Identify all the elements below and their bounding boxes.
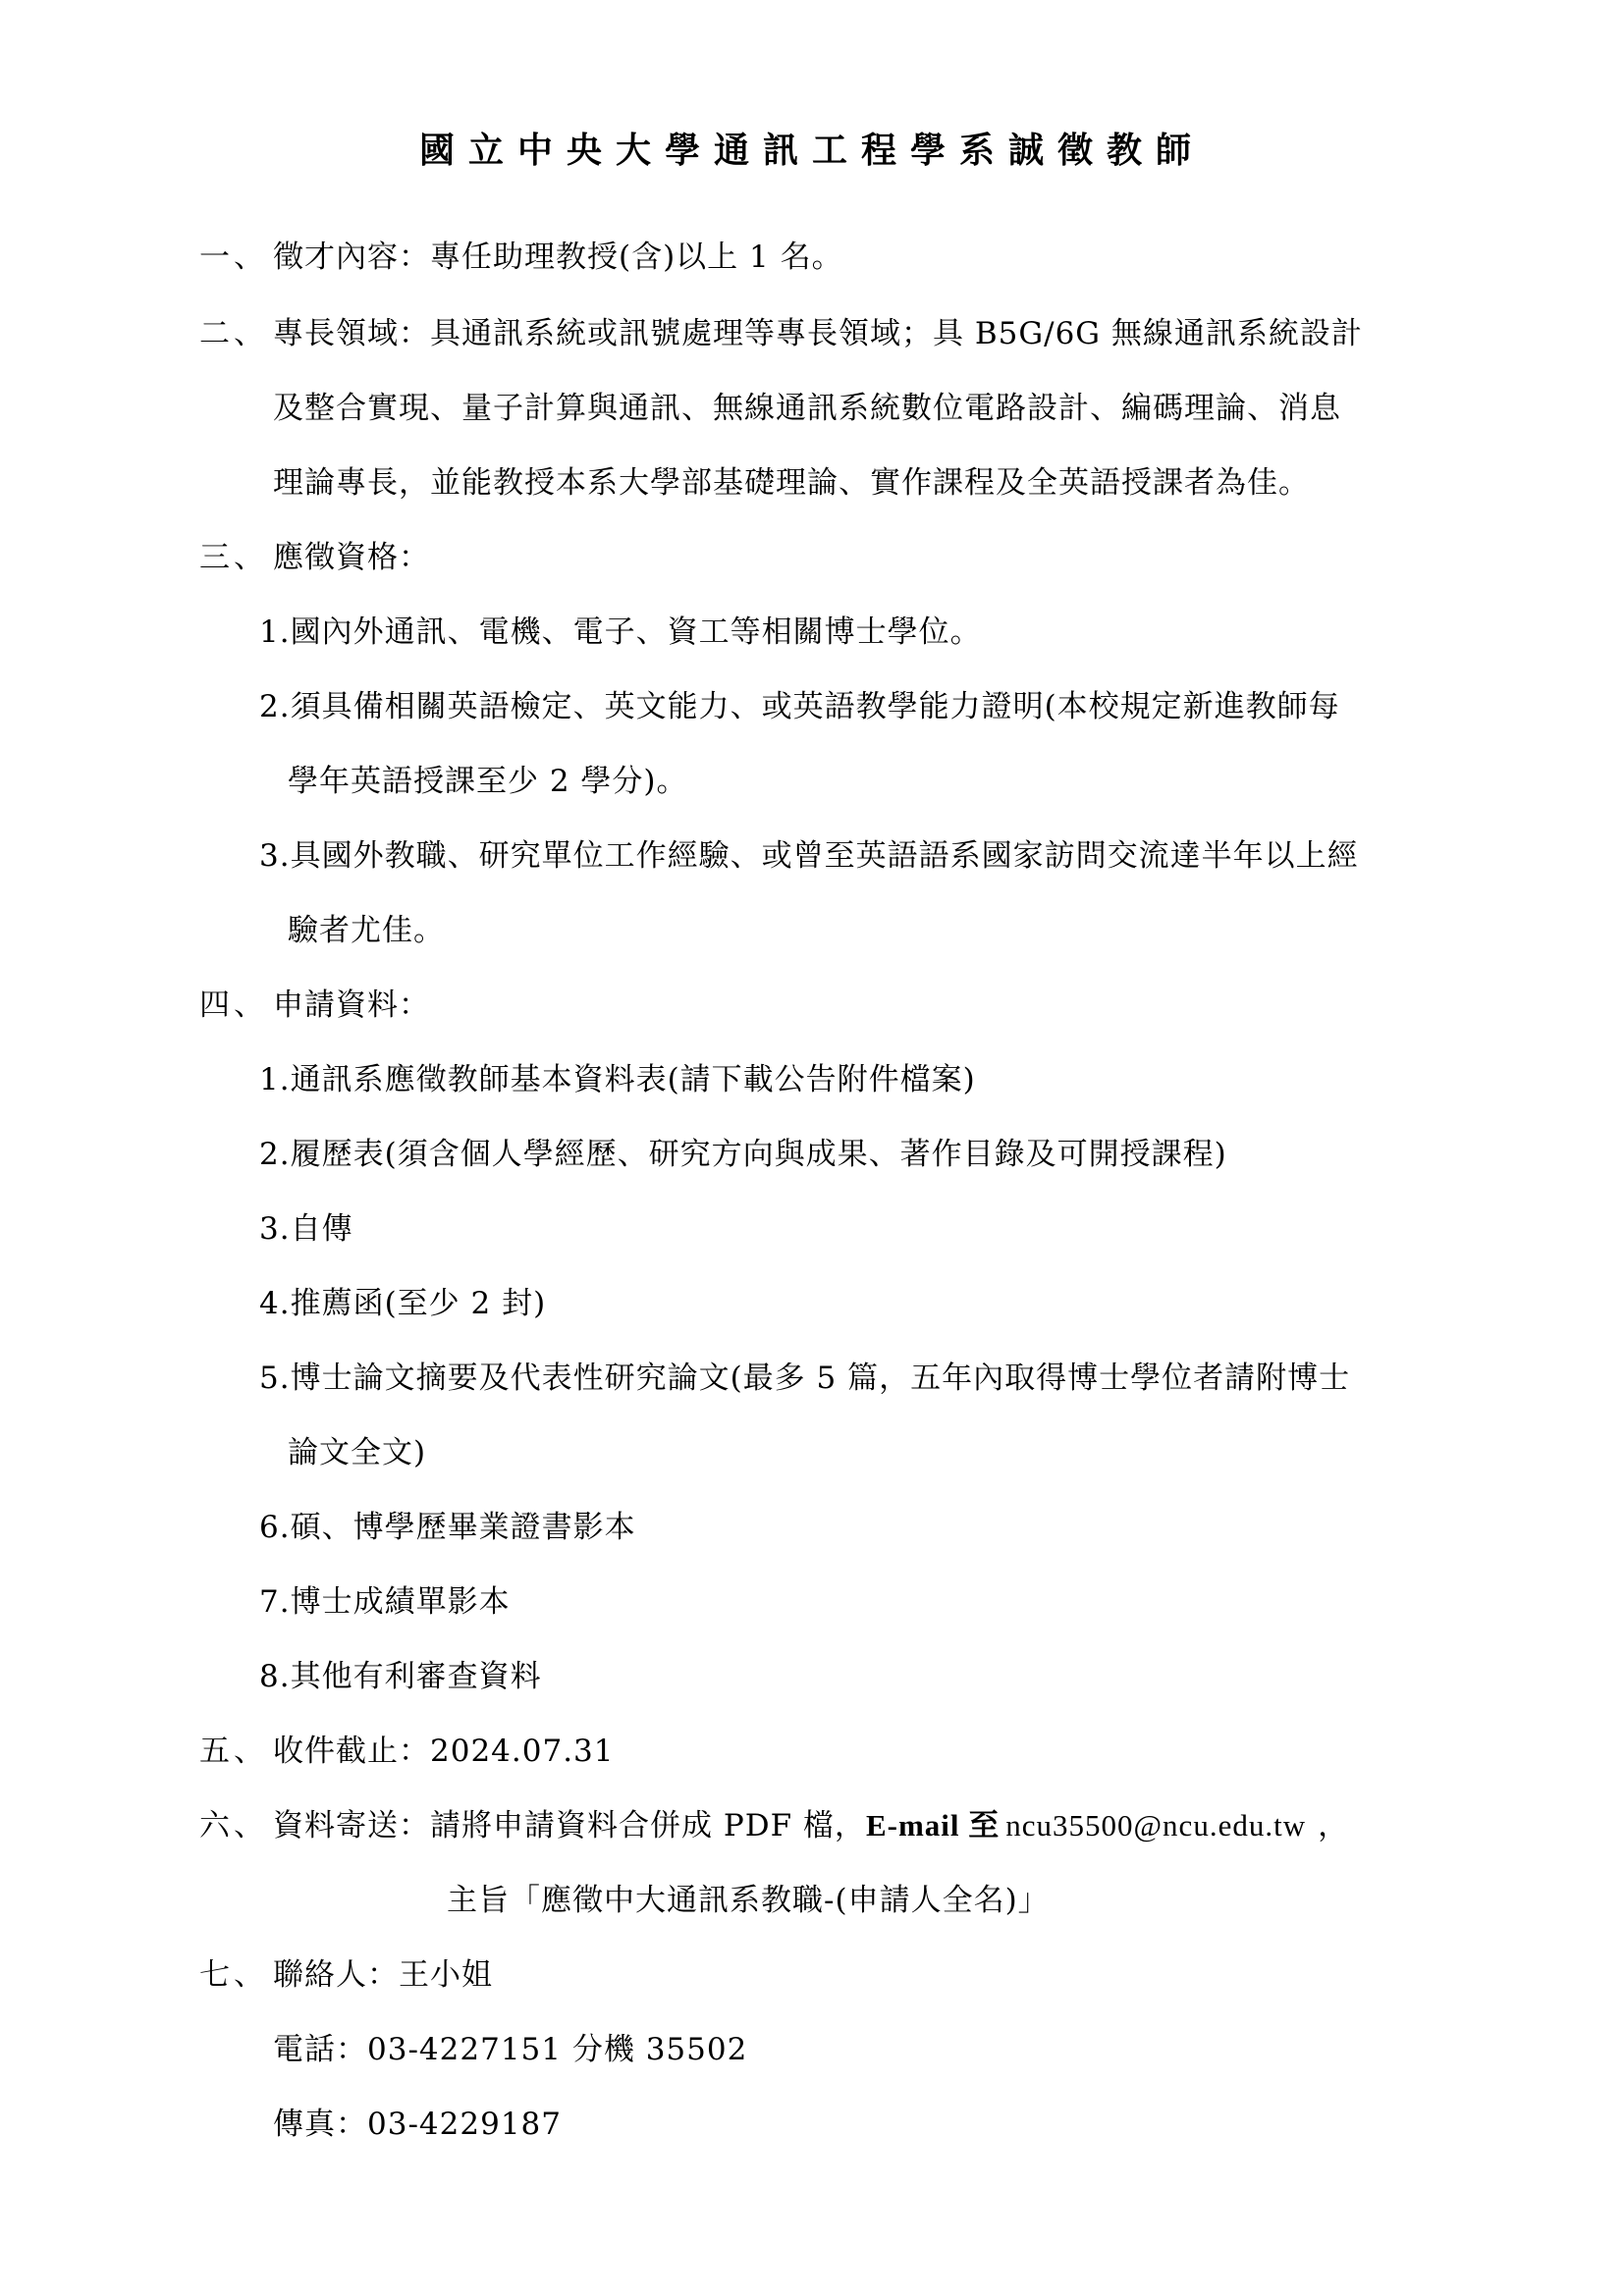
section-1-recruitment: [199, 236, 843, 279]
material-item-5-continuation: 論文全文): [288, 1435, 427, 1470]
section-4-application-materials: [199, 984, 430, 1027]
section-6-submission: [199, 1804, 1349, 1847]
material-item-3: 3.自傳: [259, 1211, 353, 1247]
material-item-2: 2.履歷表(須含個人學經歷、研究方向與成果、著作目錄及可開授課程): [259, 1137, 1227, 1172]
page-title: 國立中央大學通訊工程學系誠徵教師: [418, 131, 1205, 171]
material-item-1: 1.通訊系應徵教師基本資料表(請下載公告附件檔案): [259, 1062, 976, 1097]
section-2-continuation: 理論專長，並能教授本系大學部基礎理論、實作課程及全英語授課者為佳。: [273, 465, 1310, 501]
email-label: E-mail 至: [865, 1808, 1001, 1842]
material-item-6: 6.碩、博學歷畢業證書影本: [259, 1510, 636, 1545]
section-5-deadline: [199, 1730, 615, 1773]
section-number: 五、: [199, 1734, 268, 1769]
section-text: 專長領域：具通訊系統或訊號處理等專長領域；具 B5G/6G 無線通訊系統設計: [273, 316, 1363, 351]
material-item-5: 5.博士論文摘要及代表性研究論文(最多 5 篇，五年內取得博士學位者請附博士: [259, 1361, 1351, 1396]
qualification-item-3-continuation: 驗者尤佳。: [288, 913, 445, 948]
section-number: 二、: [199, 316, 268, 351]
trailing-comma: ，: [1318, 1808, 1350, 1843]
section-number: 四、: [199, 988, 268, 1023]
contact-phone: 電話：03-4227151 分機 35502: [273, 2032, 748, 2067]
qualification-item-2-continuation: 學年英語授課至少 2 學分)。: [288, 764, 688, 799]
material-item-4: 4.推薦函(至少 2 封): [259, 1286, 547, 1321]
email-link[interactable]: ncu35500@ncu.edu.tw: [1005, 1808, 1307, 1842]
contact-person: 聯絡人：王小姐: [273, 1957, 493, 1993]
section-3-qualifications: [199, 536, 430, 579]
material-item-8: 8.其他有利審查資料: [259, 1659, 542, 1694]
section-number: 一、: [199, 240, 268, 275]
qualification-item-3: 3.具國外教職、研究單位工作經驗、或曾至英語語系國家訪問交流達半年以上經: [259, 838, 1359, 874]
section-heading: 應徵資格：: [273, 540, 430, 575]
section-number: 六、: [199, 1808, 268, 1843]
material-item-7: 7.博士成績單影本: [259, 1584, 511, 1620]
section-number: 七、: [199, 1957, 268, 1993]
section-7-contact: [199, 1953, 493, 1997]
section-text: 資料寄送：請將申請資料合併成 PDF 檔，: [273, 1808, 866, 1843]
contact-fax: 傳真：03-4229187: [273, 2107, 562, 2142]
section-number: 三、: [199, 540, 268, 575]
qualification-item-1: 1.國內外通訊、電機、電子、資工等相關博士學位。: [259, 614, 982, 650]
qualification-item-2: 2.須具備相關英語檢定、英文能力、或英語教學能力證明(本校規定新進教師每: [259, 689, 1340, 724]
section-text: 徵才內容：專任助理教授(含)以上 1 名。: [273, 240, 843, 275]
section-heading: 申請資料：: [273, 988, 430, 1023]
section-2-continuation: 及整合實現、量子計算與通訊、無線通訊系統數位電路設計、編碼理論、消息: [273, 391, 1341, 426]
email-subject-line: 主旨「應徵中大通訊系教職-(申請人全名)」: [447, 1883, 1050, 1918]
section-text: 收件截止：2024.07.31: [273, 1734, 615, 1769]
section-2-expertise: [199, 312, 1363, 355]
